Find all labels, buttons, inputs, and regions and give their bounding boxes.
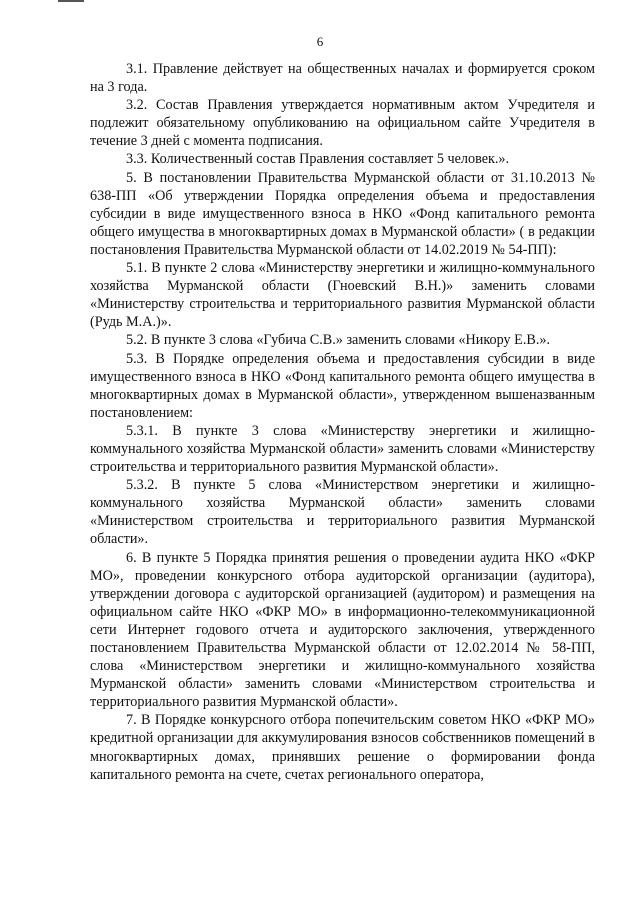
paragraph-5-3-1: 5.3.1. В пункте 3 слова «Министерству энергетики и жилищно-коммунального хозяйства Мурманской области» заменить словами «Министерству строительства и территориального развития Мурманской области».	[90, 422, 595, 476]
page-number: 6	[316, 34, 324, 49]
paragraph-5-2: 5.2. В пункте 3 слова «Губича С.В.» заменить словами «Никору Е.В.».	[126, 332, 551, 349]
paragraph-5-3-2: 5.3.2. В пункте 5 слова «Министерством энергетики и жилищно-коммунального хозяйства Мурманской области» заменить словами «Министерством строительства и территориального развития Мурманской области».	[90, 477, 595, 548]
paragraph-6: 6. В пункте 5 Порядка принятия решения о проведении аудита НКО «ФКР МО», проведении конкурсного отбора аудиторской организации (аудитора), утверждении договора с аудиторской организацией (аудитором) и размещения на официальном сайте НКО «ФКР МО» в информационно-телекоммуникационной сети Интернет годового отчета и аудиторского заключения, утвержденного постановлением Правительства Мурманской области от 12.02.2014 № 58-ПП, слова «Министерством энергетики и жилищно-коммунального хозяйства Мурманской области» заменить словами «Министерством строительства и территориального развития Мурманской области».	[90, 549, 595, 711]
paragraph-5-1: 5.1. В пункте 2 слова «Министерству энергетики и жилищно-коммунального хозяйства Мурманской области (Гноевский В.Н.)» заменить словами «Министерству строительства и территориального развития Мурманской области (Рудь М.А.)».	[90, 260, 595, 331]
paragraph-7: 7. В Порядке конкурсного отбора попечительским советом НКО «ФКР МО» кредитной организации для аккумулирования взносов собственников помещений в многоквартирных домах, принявших решение о формировании фонда капитального ремонта на счете, счетах регионального оператора,	[90, 712, 595, 783]
scan-corner-mark	[58, 0, 84, 2]
paragraph-5-3: 5.3. В Порядке определения объема и предоставления субсидии в виде имущественного взноса в НКО «Фонд капитального ремонта общего имущества в многоквартирных домах в Мурманской области», утвержденном вышеназванным постановлением:	[90, 350, 595, 421]
document-body	[90, 60, 595, 784]
paragraph-3-3: 3.3. Количественный состав Правления составляет 5 человек.».	[126, 151, 510, 168]
paragraph-3-2: 3.2. Состав Правления утверждается нормативным актом Учредителя и подлежит обязательному опубликованию на официальном сайте Учредителя в течение 3 дней с момента подписания.	[90, 97, 595, 150]
paragraph-3-1: 3.1. Правление действует на общественных началах и формируется сроком на 3 года.	[90, 61, 595, 96]
paragraph-5: 5. В постановлении Правительства Мурманской области от 31.10.2013 № 638-ПП «Об утверждении Порядка определения объема и предоставления субсидии в виде имущественного взноса в НКО «Фонд капитального ремонта общего имущества в многоквартирных домах в Мурманской области» ( в редакции постановления Правительства Мурманской области от 14.02.2019 № 54-ПП):	[90, 169, 595, 258]
